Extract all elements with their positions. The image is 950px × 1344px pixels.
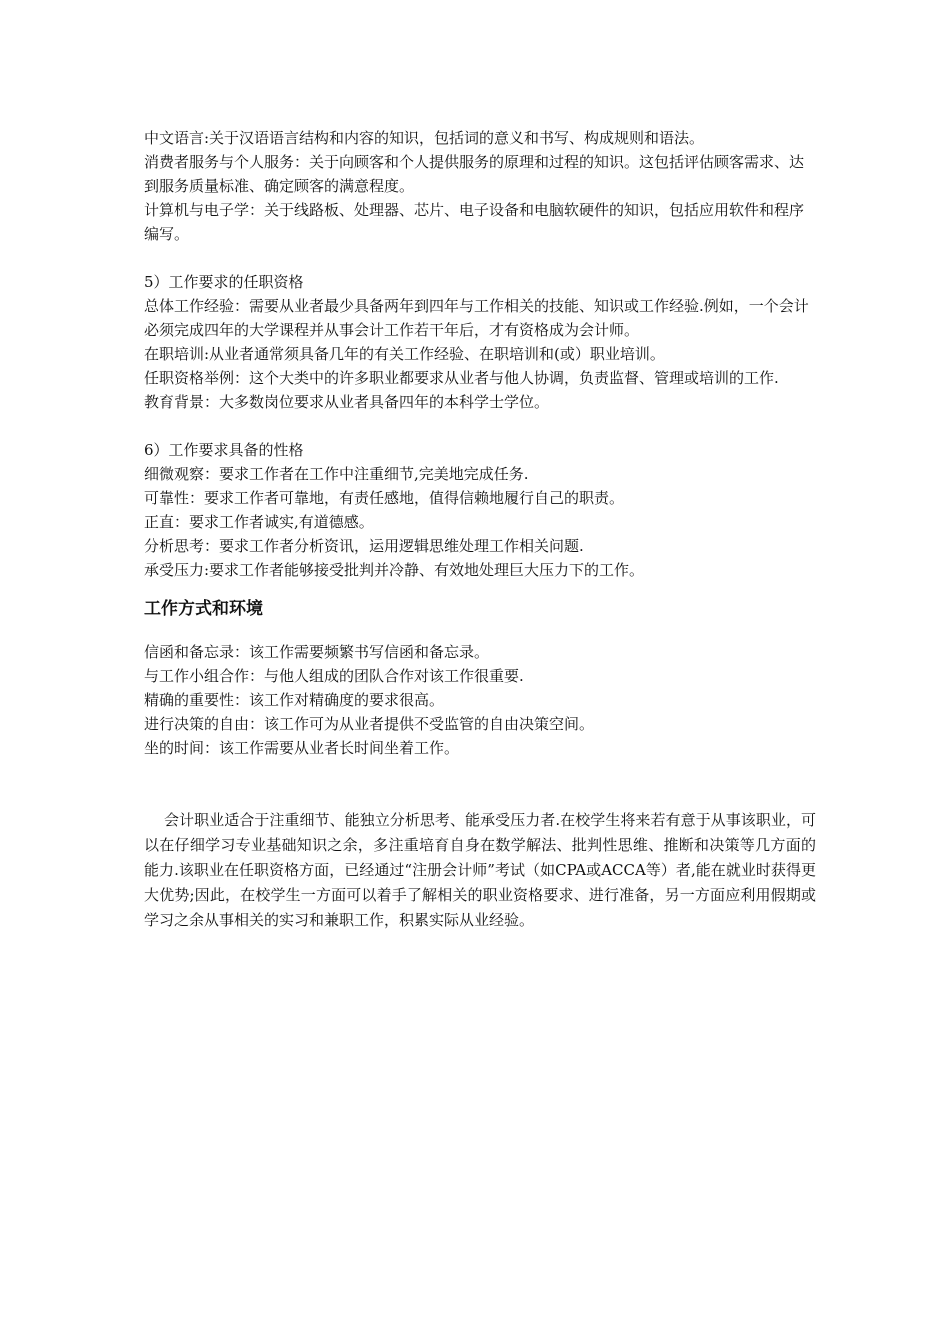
summary-paragraph: 会计职业适合于注重细节、能独立分析思考、能承受压力者.在校学生将来若有意于从事该职业，可以在仔细学习专业基础知识之余，多注重培育自身在数学解法、批判性思维、推断和决策等几方面的能力.该职业在任职资格方面，已经通过“注册会计师”考试（如CPA或ACCA等）者,能在就业时获得更大优势;因此，在校学生一方面可以着手了解相关的职业资格要求、进行准备，另一方面应利用假期或学习之余从事相关的实习和兼职工作，积累实际从业经验。 (144, 811, 816, 929)
personality-item-analysis: 分析思考：要求工作者分析资讯，运用逻辑思维处理工作相关问题. (144, 537, 584, 555)
qualification-item-training: 在职培训:从业者通常须具备几年的有关工作经验、在职培训和(或）职业培训。 (144, 345, 665, 363)
personality-title: 6）工作要求具备的性格 (144, 441, 304, 459)
document-body (144, 126, 816, 933)
environment-item-letters: 信函和备忘录：该工作需要频繁书写信函和备忘录。 (144, 643, 490, 661)
personality-item-integrity: 正直：要求工作者诚实,有道德感。 (144, 513, 374, 531)
qualification-item-examples: 任职资格举例：这个大类中的许多职业都要求从业者与他人协调，负责监督、管理或培训的工作. (144, 369, 779, 387)
environment-item-precision: 精确的重要性：该工作对精确度的要求很高。 (144, 691, 445, 709)
environment-item-decision: 进行决策的自由：该工作可为从业者提供不受监管的自由决策空间。 (144, 715, 595, 733)
qualification-item-education: 教育背景：大多数岗位要求从业者具备四年的本科学士学位。 (144, 393, 550, 411)
personality-item-detail: 细微观察：要求工作者在工作中注重细节,完美地完成任务. (144, 465, 529, 483)
spacer (144, 414, 816, 438)
knowledge-item-customer-service: 消费者服务与个人服务：关于向顾客和个人提供服务的原理和过程的知识。这包括评估顾客需求、达到服务质量标准、确定顾客的满意程度。 (144, 153, 805, 195)
spacer (144, 246, 816, 270)
knowledge-item-computers: 计算机与电子学：关于线路板、处理器、芯片、电子设备和电脑软硬件的知识，包括应用软件和程序编写。 (144, 201, 805, 243)
qualification-item-experience: 总体工作经验：需要从业者最少具备两年到四年与工作相关的技能、知识或工作经验.例如，一个会计必须完成四年的大学课程并从事会计工作若干年后，才有资格成为会计师。 (144, 297, 809, 339)
environment-item-teamwork: 与工作小组合作：与他人组成的团队合作对该工作很重要. (144, 667, 524, 685)
personality-item-reliability: 可靠性：要求工作者可靠地，有责任感地，值得信赖地履行自己的职责。 (144, 489, 625, 507)
knowledge-item-chinese: 中文语言:关于汉语语言结构和内容的知识，包括词的意义和书写、构成规则和语法。 (144, 129, 705, 147)
qualifications-title: 5）工作要求的任职资格 (144, 273, 304, 291)
environment-item-sitting: 坐的时间：该工作需要从业者长时间坐着工作。 (144, 739, 460, 757)
environment-heading: 工作方式和环境 (144, 599, 263, 619)
spacer (144, 622, 816, 640)
personality-item-stress: 承受压力:要求工作者能够接受批判并冷静、有效地处理巨大压力下的工作。 (144, 561, 645, 579)
spacer (144, 760, 816, 808)
